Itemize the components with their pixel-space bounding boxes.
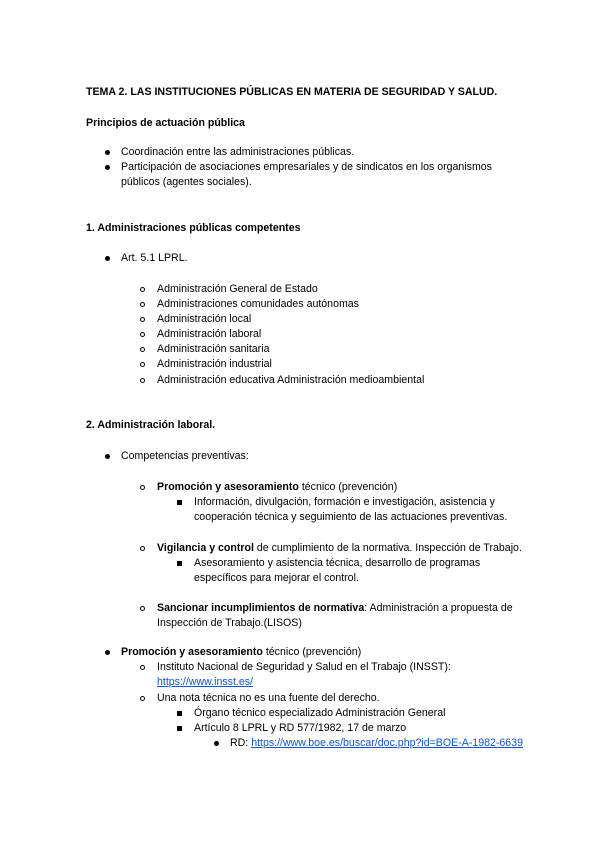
promocion2-item [121,645,361,660]
bullet-square [177,726,182,731]
principio-item-continuation: públicos (agentes sociales). [121,176,252,188]
vigilancia-sub: Asesoramiento y asistencia técnica, desarrollo de programas [194,557,481,569]
bullet-circle [140,362,145,367]
sancionar-item [157,601,513,616]
articulo-item: Artículo 8 LPRL y RD 577/1982, 17 de marzo [194,722,407,734]
sancionar-bold: Sancionar incumplimientos de normativa [157,602,365,614]
principios-heading: Principios de actuación pública [86,117,245,129]
rd-label: RD: [230,737,252,749]
bullet-circle [140,302,145,307]
bullet-circle [140,332,145,337]
insst-link[interactable]: https://www.insst.es/ [157,676,253,688]
principio-item: Participación de asociaciones empresariales y de sindicatos en los organismos [121,161,492,173]
bullet-square [177,561,182,566]
bullet-dot [214,741,219,746]
admin-item: Administraciones comunidades autónomas [157,298,359,310]
bullet-square [177,500,182,505]
section2-heading: 2. Administración laboral. [86,419,216,431]
promocion2-rest: técnico (prevención) [262,646,362,658]
promocion-bold: Promoción y asesoramiento [157,481,299,493]
sancionar-rest: : Administración a propuesta de [364,602,513,614]
rd-link[interactable]: https://www.boe.es/buscar/doc.php?id=BOE-A-1982-6639 [251,737,523,749]
principio-item: Coordinación entre las administraciones públicas. [121,146,355,158]
organo-item: Órgano técnico especializado Administración General [194,707,446,719]
promocion-rest: técnico (prevención) [298,481,398,493]
promocion-item [157,480,397,495]
bullet-circle [140,696,145,701]
promocion-sub: Información, divulgación, formación e investigación, asistencia y [194,496,495,508]
bullet-dot [105,650,110,655]
promocion-sub-continuation: cooperación técnica y seguimiento de las actuaciones preventivas. [194,511,508,523]
section1-bullet: Art. 5.1 LPRL. [121,252,188,264]
bullet-circle [140,287,145,292]
bullet-circle [140,485,145,490]
rd-item [230,736,523,751]
admin-item: Administración educativa Administración medioambiental [157,374,425,386]
bullet-circle [140,378,145,383]
admin-item: Administración sanitaria [157,343,270,355]
bullet-circle [140,665,145,670]
admin-item: Administración industrial [157,358,272,370]
section2-bullet: Competencias preventivas: [121,450,249,462]
sancionar-continuation: Inspección de Trabajo.(LISOS) [157,617,302,629]
vigilancia-item [157,541,522,556]
bullet-circle [140,347,145,352]
bullet-circle [140,317,145,322]
admin-item: Administración laboral [157,328,262,340]
bullet-dot [105,256,110,261]
admin-item: Administración General de Estado [157,283,318,295]
section1-heading: 1. Administraciones públicas competentes [86,222,301,234]
vigilancia-sub-continuation: específicos para mejorar el control. [194,572,359,584]
insst-link-line [157,675,253,690]
bullet-dot [105,454,110,459]
bullet-circle [140,606,145,611]
bullet-square [177,711,182,716]
admin-item: Administración local [157,313,252,325]
vigilancia-rest: de cumplimiento de la normativa. Inspección de Trabajo. [253,542,522,554]
nota-item: Una nota técnica no es una fuente del derecho. [157,692,380,704]
promocion2-bold: Promoción y asesoramiento [121,646,263,658]
vigilancia-bold: Vigilancia y control [157,542,254,554]
document-title: TEMA 2. LAS INSTITUCIONES PÚBLICAS EN MATERIA DE SEGURIDAD Y SALUD. [86,86,498,98]
bullet-circle [140,546,145,551]
bullet-dot [105,150,110,155]
bullet-dot [105,165,110,170]
insst-item: Instituto Nacional de Seguridad y Salud en el Trabajo (INSST): [157,661,451,673]
